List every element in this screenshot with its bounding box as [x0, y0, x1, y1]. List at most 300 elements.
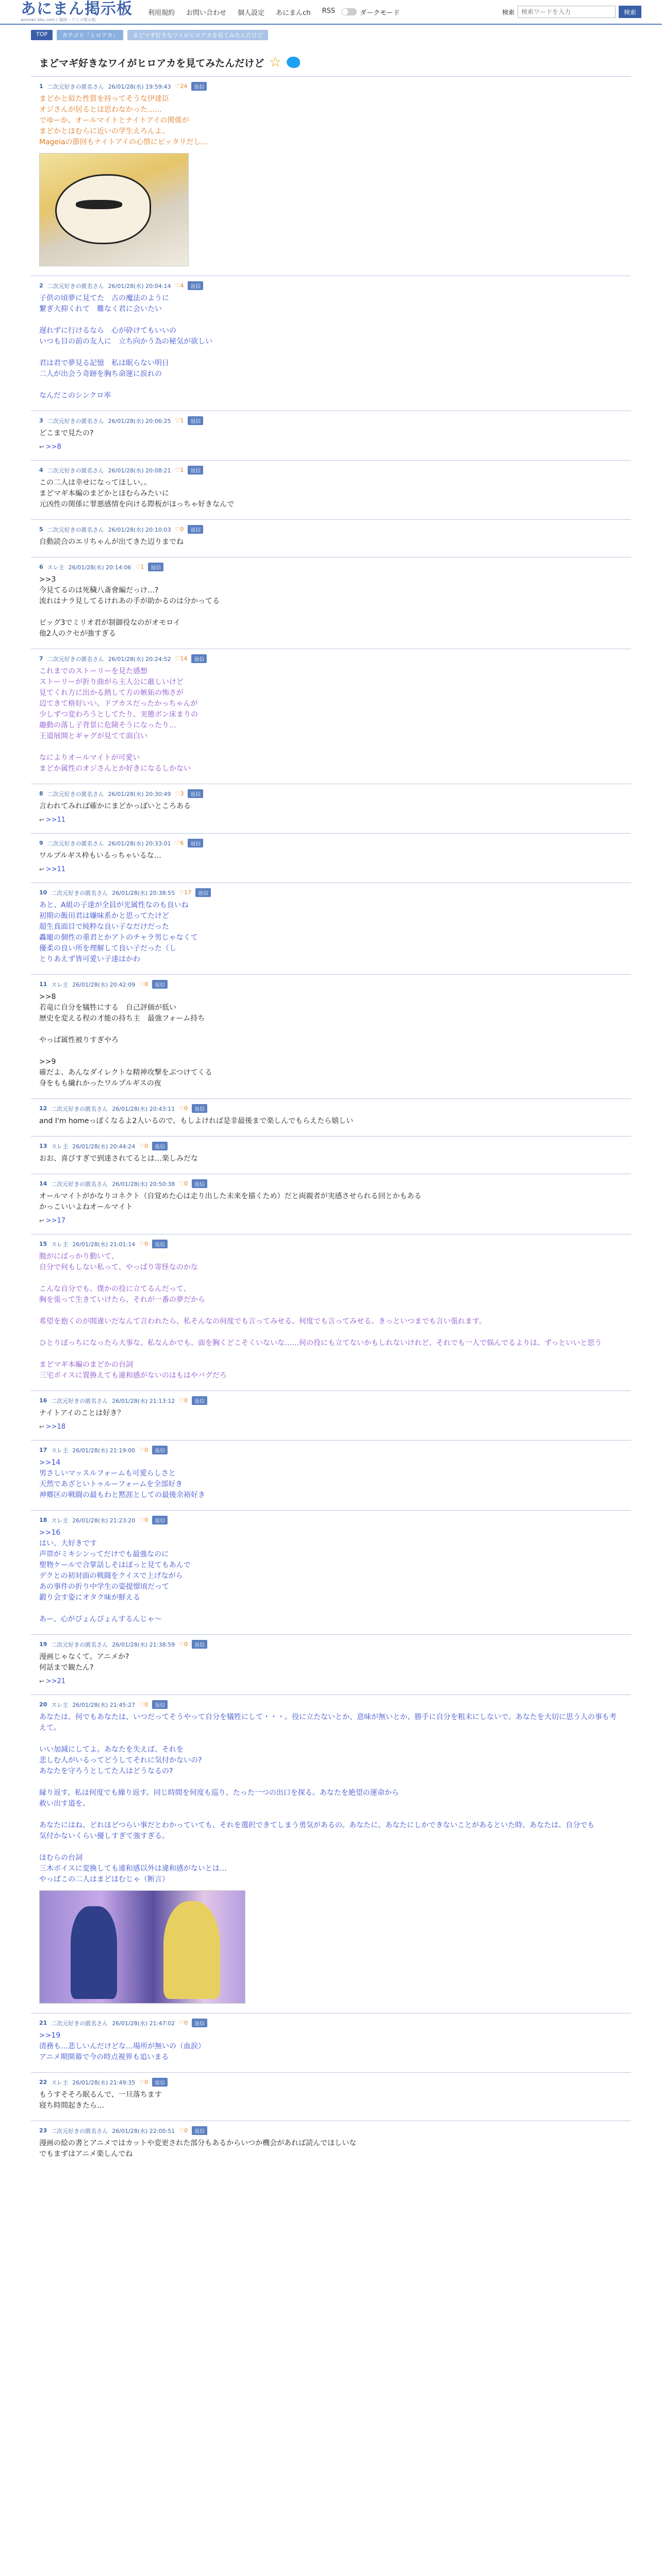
- post-date: 26/01/28(水) 20:38:55: [112, 889, 175, 896]
- reply-button[interactable]: 返信: [191, 654, 207, 663]
- post-line: 遅れずに行けるなら 心が砕けてもいいの: [39, 327, 176, 335]
- breadcrumb-top[interactable]: TOP: [31, 30, 53, 40]
- reply-arrow-icon: ↩: [39, 1423, 46, 1430]
- anchor-link[interactable]: >>11: [45, 816, 66, 824]
- heart-icon[interactable]: ♡: [175, 417, 180, 424]
- post-line: 優柔の良い所を理解して良い子だった（し: [39, 944, 176, 953]
- reply-button[interactable]: 返信: [192, 2126, 207, 2135]
- good-count[interactable]: [179, 1105, 188, 1112]
- post-line: 若竜に自分を犠牲にする 自己評価が低い: [39, 1004, 176, 1012]
- post-line: >>8: [39, 993, 56, 1001]
- post-date: 26/01/28(水) 20:06:25: [108, 417, 171, 425]
- good-count[interactable]: [139, 1517, 148, 1523]
- reply-button[interactable]: 返信: [188, 839, 203, 848]
- post-line: [39, 607, 623, 618]
- heart-icon[interactable]: ♡: [179, 2020, 185, 2026]
- post-line: もうすそそろ眠るんで、一旦落ちます: [39, 2091, 162, 2099]
- post-line: ほむらの台詞: [39, 1854, 82, 1862]
- heart-icon[interactable]: ♡: [175, 83, 180, 90]
- logo-title[interactable]: あにまん掲示板: [21, 0, 133, 18]
- good-number: 0: [184, 1397, 188, 1404]
- poster-name: 二次元好きの匿名さん: [51, 1397, 108, 1404]
- post-line: まどか属性のオジさんとか好きになるしかない: [39, 765, 191, 773]
- post-line: おお、喜びすぎで到達されてるとは…楽しみだな: [39, 1155, 198, 1163]
- search-button[interactable]: 検索: [619, 6, 641, 18]
- reply-button[interactable]: 返信: [152, 1700, 168, 1709]
- post-number[interactable]: 7: [39, 655, 43, 662]
- post-line: [39, 1273, 623, 1284]
- post-line: デクとの初対面の戦闘をクイスで上げながら: [39, 1572, 183, 1580]
- poster-name: 二次元好きの匿名さん: [51, 2020, 108, 2027]
- breadcrumb-current[interactable]: まどマギ好きなワイがヒロアカを見てみたんだけど: [127, 30, 268, 40]
- post-line: >>16: [39, 1529, 61, 1537]
- post-line: [39, 1809, 623, 1820]
- good-count[interactable]: [136, 564, 144, 570]
- poster-name: 二次元好きの匿名さん: [47, 467, 104, 474]
- post-line: 身をもも繊れかったワルプルギスの夜: [39, 1079, 161, 1088]
- reply-button[interactable]: 返信: [188, 525, 203, 534]
- good-number: 0: [184, 2020, 188, 2026]
- good-number: 3: [180, 790, 184, 797]
- reply-button[interactable]: 返信: [152, 1240, 168, 1248]
- post: [31, 1174, 631, 1234]
- post-body: [39, 2030, 623, 2063]
- post-meta: [39, 1240, 623, 1248]
- post-date: 26/01/28(水) 20:04:14: [108, 282, 171, 290]
- post-line: 漫画の絵の書とアニメではカットや変更された部分もあるからいつか機会があれば読んでほしいな: [39, 2139, 357, 2147]
- post-meta: [39, 1142, 623, 1150]
- post-line: ナイトアイのことは好き？: [39, 1409, 125, 1417]
- post: [31, 1234, 631, 1391]
- post-line: 君は君で夢見る記憶 私は眠らない明日: [39, 359, 169, 367]
- post-line: [39, 380, 623, 391]
- heart-icon[interactable]: ♡: [179, 1105, 185, 1112]
- post-number[interactable]: 22: [39, 2079, 47, 2086]
- post-date: 26/01/28(水) 20:50:38: [112, 1180, 175, 1188]
- breadcrumb-category[interactable]: カテゴリ「ヒロアカ」: [57, 30, 123, 40]
- post-line: 初期の飯田君は嫌味系かと思ってたけど: [39, 912, 169, 920]
- post-line: 元凶性の関係に罪悪感情を向ける際板がほっちゃ好きなんで: [39, 500, 234, 509]
- heart-icon[interactable]: ♡: [175, 467, 180, 473]
- post-line: 言われてみれば確かにまどかっぽいところある: [39, 802, 191, 810]
- heart-icon[interactable]: ♡: [179, 889, 185, 896]
- post-date: 26/01/28(水) 21:45:27: [72, 1701, 136, 1708]
- good-number: 6: [180, 840, 184, 846]
- post-meta: [39, 525, 623, 534]
- good-count[interactable]: [179, 1180, 188, 1187]
- post-line: こんな自分でも、僕かの役に立てるんだって、: [39, 1285, 191, 1293]
- post-body: [39, 666, 623, 774]
- post-meta: [39, 1516, 623, 1524]
- poster-name: 二次元好きの匿名さん: [47, 526, 104, 533]
- good-number: 0: [184, 1180, 188, 1187]
- reply-anchors: [39, 866, 623, 873]
- post-number[interactable]: 5: [39, 526, 43, 533]
- anchor-link[interactable]: >>11: [45, 866, 66, 873]
- post-number[interactable]: 18: [39, 1517, 47, 1523]
- good-count[interactable]: [139, 1143, 148, 1149]
- post: [31, 649, 631, 784]
- post-line: でもまずはアニメ楽しんでね: [39, 2150, 133, 2158]
- post-body: [39, 2138, 623, 2160]
- post-line: 何話まで観たん?: [39, 1664, 94, 1672]
- post-line: 三宅ボイスに置換えても違和感がないのはもはやバグだろ: [39, 1371, 227, 1380]
- post-meta: [39, 2078, 623, 2087]
- post-number[interactable]: 23: [39, 2127, 47, 2134]
- post-line: 腹がにばっかり動いて、: [39, 1252, 119, 1261]
- post-line: 聖物ケールで合掌話しそはぼっと見てもあんで: [39, 1561, 191, 1569]
- post-line: 救い出す道を。: [39, 1800, 90, 1808]
- poster-name: スレ主: [51, 2079, 69, 2086]
- post-number[interactable]: 10: [39, 889, 47, 896]
- post-line: 胸を張って生きていけたら、それが一番の夢だから: [39, 1296, 205, 1304]
- heart-icon[interactable]: ♡: [139, 2079, 145, 2086]
- reply-button[interactable]: 返信: [188, 466, 203, 474]
- search-bar: [502, 6, 641, 18]
- post-line: 希望を抱くのが間違いだなんて言われたら、私そんなの何度でも言ってみせる。何度でも言ってみせる。きっといつまでも言い張れます。: [39, 1317, 486, 1326]
- post-date: 26/01/28(水) 21:13:12: [112, 1397, 175, 1404]
- post-meta: [39, 1179, 623, 1188]
- good-count[interactable]: [175, 467, 184, 473]
- post-line: あー、心がぴょんぴょんするんじゃ～: [39, 1615, 162, 1623]
- good-number: 0: [144, 981, 148, 988]
- post-line: 繋ぎ大抑くれて 難なく君に会いたい: [39, 305, 162, 313]
- anchor-link[interactable]: >>18: [45, 1423, 66, 1431]
- post: [31, 2013, 631, 2072]
- post-line: [39, 1777, 623, 1788]
- heart-icon[interactable]: ♡: [139, 1447, 145, 1453]
- post-body: [39, 1191, 623, 1213]
- search-input[interactable]: [518, 6, 616, 18]
- post-meta: [39, 563, 623, 571]
- reply-anchors: [39, 1423, 623, 1431]
- reply-button[interactable]: 返信: [192, 1396, 207, 1405]
- heart-icon[interactable]: ♡: [139, 1143, 145, 1149]
- reply-anchors: [39, 816, 623, 824]
- reply-button[interactable]: 返信: [191, 82, 207, 91]
- post-line: やっぱこの二人はまどほむじゃ（断言）: [39, 1875, 169, 1884]
- poster-name: 二次元好きの匿名さん: [47, 282, 104, 290]
- anchor-link[interactable]: >>17: [45, 1217, 66, 1225]
- post: [31, 974, 631, 1098]
- post-body: [39, 94, 623, 148]
- twitter-bird-icon[interactable]: [287, 57, 300, 68]
- post-date: 26/01/28(水) 20:43:11: [112, 1105, 175, 1112]
- nav-animanch[interactable]: あにまんch: [276, 9, 311, 17]
- post-line: [39, 1046, 623, 1057]
- post-body: [39, 478, 623, 510]
- post-number[interactable]: 6: [39, 564, 43, 570]
- good-count[interactable]: [139, 2079, 148, 2086]
- post-line: [39, 347, 623, 358]
- post-line: あと、A組の子達が全員が光属性なのも良いね: [39, 901, 189, 909]
- post-list: [31, 76, 631, 2169]
- poster-name: 二次元好きの匿名さん: [47, 417, 104, 425]
- post-number[interactable]: 3: [39, 417, 43, 424]
- heart-icon[interactable]: ♡: [175, 655, 180, 662]
- post: [31, 1391, 631, 1440]
- post-line: [39, 1327, 623, 1338]
- reply-button[interactable]: 返信: [192, 1179, 207, 1188]
- post-line: ひとりぼっちになったら大事な、私なんかでも、面を胸くどこそくいないな……何の役にも立てないかもしれないけれど、それでも一人で悩んでるよりは、ずっといいと思う: [39, 1339, 602, 1347]
- post-number[interactable]: 15: [39, 1241, 47, 1247]
- heart-icon[interactable]: ♡: [139, 1517, 145, 1523]
- good-number: 0: [180, 526, 184, 533]
- post-date: 26/01/28(水) 21:01:14: [72, 1241, 136, 1248]
- post-number[interactable]: 21: [39, 2020, 47, 2026]
- heart-icon[interactable]: ♡: [175, 790, 180, 797]
- post-line: 歴史を変える程の才能の持ち主 最強フォーム持ち: [39, 1014, 205, 1023]
- post-line: [39, 742, 623, 753]
- post-number[interactable]: 9: [39, 840, 43, 846]
- poster-name: スレ主: [47, 564, 64, 571]
- post-line: あなたは、何でもあなたは、いつだってそうやって自分を犠牲にして・・・。役に立たないとか、意味が無いとか、勝手に自分を粗末にしないで。あなたを大切に思う人の事も考えて。: [39, 1713, 617, 1732]
- reply-arrow-icon: ↩: [39, 1678, 46, 1685]
- post-line: 今見てるのは死穢八斎會編だっけ…?: [39, 586, 159, 595]
- reply-button[interactable]: 返信: [188, 281, 203, 290]
- post-line: やっぱ属性被りすぎやろ: [39, 1036, 119, 1044]
- post-line: 漫画じゃなくて、アニメか?: [39, 1653, 129, 1661]
- post-line: これまでのストーリーを見た感想: [39, 667, 147, 675]
- post-line: はい、大好きです: [39, 1539, 97, 1548]
- anime-figures-image[interactable]: [39, 1890, 245, 2004]
- post: [31, 2072, 631, 2121]
- post-body: [39, 992, 623, 1089]
- post-line: オールマイトがかなりコネクト（自覚めた心は走り出した未来を描くため）だと両親者が実感させられる回とかもある: [39, 1192, 422, 1200]
- star-icon[interactable]: ☆: [269, 55, 282, 70]
- post-date: 26/01/28(水) 21:38:59: [112, 1641, 175, 1648]
- post: [31, 411, 631, 460]
- post-number[interactable]: 14: [39, 1180, 47, 1187]
- reply-button[interactable]: 返信: [152, 1142, 168, 1150]
- good-count[interactable]: [175, 83, 188, 90]
- good-count[interactable]: [175, 840, 184, 846]
- site-logo[interactable]: [21, 2, 133, 23]
- post-line: まどマギ本編のまどかとほむらみたいに: [39, 489, 169, 498]
- heart-icon[interactable]: ♡: [179, 1641, 185, 1648]
- heart-icon[interactable]: ♡: [179, 1180, 185, 1187]
- post-line: >>3: [39, 575, 56, 584]
- post-line: 清務も…悲しいんだけどな…場所が無いの（血涙）: [39, 2042, 205, 2050]
- post-line: 流れはナラ見してるけれあの手が助かるのは分かってる: [39, 597, 220, 605]
- good-count[interactable]: [139, 1701, 148, 1708]
- poster-name: 二次元好きの匿名さん: [47, 840, 104, 847]
- good-count[interactable]: [175, 526, 184, 533]
- anchor-link[interactable]: >>21: [45, 1677, 66, 1685]
- post-line: まどマギ本編のまどかの台詞: [39, 1361, 133, 1369]
- post-date: 26/01/28(水) 20:44:24: [72, 1143, 136, 1150]
- post-meta: [39, 82, 623, 91]
- post-body: [39, 428, 623, 439]
- post-number[interactable]: 20: [39, 1701, 47, 1708]
- nav-settings[interactable]: 個人設定: [238, 9, 265, 17]
- post-number[interactable]: 8: [39, 790, 43, 797]
- good-count[interactable]: [179, 1641, 188, 1648]
- page-title: まどマギ好きなワイがヒロアカを見てみたんだけど: [39, 57, 264, 69]
- post-number[interactable]: 1: [39, 83, 43, 90]
- good-count[interactable]: [175, 790, 184, 797]
- post-line: いい加減にしてよ。あなたを失えば、それを: [39, 1745, 184, 1754]
- good-number: 0: [184, 1105, 188, 1112]
- poster-name: スレ主: [51, 1701, 69, 1708]
- good-count[interactable]: [175, 655, 188, 662]
- good-number: 1: [180, 417, 184, 424]
- reply-button[interactable]: 返信: [192, 1104, 207, 1113]
- post: [31, 1510, 631, 1634]
- post-line: まどかと似た性質を持ってそうな伊達臣: [39, 95, 169, 103]
- post-line: 轟寵の個性の重君とかアトのチャラ男じゃなくて: [39, 934, 198, 942]
- reply-arrow-icon: ↩: [39, 444, 46, 450]
- post-line: ストーリーが折り曲がら主人公に厳しいけど: [39, 678, 184, 686]
- post-line: とりあえず皆可愛い子達はかわ: [39, 955, 140, 963]
- post: [31, 833, 631, 883]
- reply-button[interactable]: 返信: [195, 888, 211, 897]
- nav-terms[interactable]: 利用規約: [148, 9, 175, 17]
- post: [31, 519, 631, 557]
- post-meta: [39, 654, 623, 663]
- good-number: 0: [144, 1517, 148, 1523]
- reply-arrow-icon: ↩: [39, 1217, 46, 1224]
- poster-name: スレ主: [51, 981, 69, 988]
- good-count[interactable]: [179, 889, 191, 896]
- reply-button[interactable]: 返信: [192, 2019, 207, 2027]
- heart-icon[interactable]: ♡: [175, 840, 180, 846]
- post-line: かっこいいよねオールマイト: [39, 1203, 133, 1211]
- post-number[interactable]: 4: [39, 467, 43, 473]
- post-line: この二人は幸せになってほしい。。: [39, 479, 151, 487]
- post: [31, 1634, 631, 1694]
- poster-name: 二次元好きの匿名さん: [47, 790, 104, 798]
- nav-contact[interactable]: お問い合わせ: [186, 9, 227, 17]
- post-line: 超生真面目で純粋な良い子なだけだった: [39, 923, 169, 931]
- reply-button[interactable]: 返信: [188, 416, 203, 425]
- reply-button[interactable]: 返信: [148, 563, 163, 571]
- poster-name: スレ主: [51, 1241, 69, 1248]
- post-line: 子供の頃夢に見てた 古の魔法のように: [39, 294, 169, 302]
- post-line: 他2人のクセが強すぎる: [39, 630, 116, 638]
- post: [31, 1440, 631, 1510]
- post-number[interactable]: 17: [39, 1447, 47, 1453]
- post-number[interactable]: 16: [39, 1397, 47, 1404]
- logo-subtitle: animan bbs.com / 漫画・アニメ掲示板: [21, 17, 96, 22]
- anchor-link[interactable]: >>8: [45, 443, 61, 451]
- post-line: 寝ち時間起きたら…: [39, 2102, 104, 2110]
- good-number: 0: [184, 1641, 188, 1648]
- good-count[interactable]: [175, 417, 184, 424]
- post-line: [39, 1024, 623, 1035]
- post-body: [39, 801, 623, 812]
- good-count[interactable]: [175, 282, 184, 289]
- reply-button[interactable]: 返信: [188, 789, 203, 798]
- poster-name: 二次元好きの匿名さん: [51, 1105, 108, 1112]
- thread-header: [31, 45, 631, 76]
- post: [31, 76, 631, 276]
- post-line: [39, 1842, 623, 1853]
- heart-icon[interactable]: ♡: [179, 2127, 185, 2134]
- reply-button[interactable]: 返信: [152, 1516, 168, 1524]
- post-line: 確だよ、あんなダイレクトな精神攻撃をぶつけてくる: [39, 1069, 212, 1077]
- post-line: 趣動の落し子背景に危険そうになったり…: [39, 721, 176, 730]
- post: [31, 1136, 631, 1174]
- post-line: 自動読合のエリちゃんが出てきた辺りまでね: [39, 538, 184, 546]
- post-line: and I'm homeっぽくなるよ2人いるので、もしよければ是非最後まで楽しんでもらえたら嬉しい: [39, 1117, 354, 1125]
- reply-button[interactable]: 返信: [152, 980, 168, 989]
- post-line: オジさんが居るとは思わなかった……: [39, 106, 162, 114]
- post-number[interactable]: 11: [39, 981, 47, 988]
- heart-icon[interactable]: ♡: [135, 564, 141, 570]
- post-number[interactable]: 12: [39, 1105, 47, 1112]
- poster-name: 二次元好きの匿名さん: [47, 655, 104, 663]
- post-line: アニメ期開幕で今の時点視界も追いまる: [39, 2053, 169, 2061]
- post-line: [39, 1734, 623, 1744]
- good-count[interactable]: [179, 1397, 188, 1404]
- post-line: どこまで見たの?: [39, 429, 94, 437]
- nav-rss[interactable]: RSS: [322, 7, 335, 15]
- post-line: あなたにはね、どれほどつらい事だとわかっていても、それを選択できてしまう勇気があるの。あなたに、あなたにしかできないことがあるといた時、あなたは、自分でも: [39, 1821, 595, 1829]
- post-date: 26/01/28(水) 21:19:00: [72, 1447, 136, 1454]
- post-line: 縁り返す、私は何度でも繰り返す。同じ時間を何度も巡り、たった一つの出口を探る。あなたを絶望の運命から: [39, 1789, 399, 1797]
- good-count[interactable]: [179, 2020, 188, 2026]
- reply-anchors: [39, 1217, 623, 1225]
- heart-icon[interactable]: ♡: [139, 981, 145, 988]
- post-line: 見てくれ方に出かる熱して方の嫉妬の怖さが: [39, 689, 184, 697]
- reply-button[interactable]: 返信: [192, 1640, 207, 1649]
- post-line: 声帯がミキシンってだけでも最強なのに: [39, 1550, 169, 1558]
- heart-icon[interactable]: ♡: [139, 1701, 145, 1708]
- post-line: [39, 1306, 623, 1316]
- post-meta: [39, 839, 623, 848]
- post-meta: [39, 888, 623, 897]
- post-body: [39, 1528, 623, 1625]
- post-meta: [39, 466, 623, 474]
- post-body: [39, 1458, 623, 1501]
- heart-icon[interactable]: ♡: [139, 1241, 145, 1247]
- site-header: [0, 0, 662, 25]
- post: [31, 460, 631, 519]
- post-body: [39, 900, 623, 965]
- toggle-switch-icon[interactable]: [341, 8, 357, 15]
- post-date: 26/01/28(水) 20:10:03: [108, 526, 171, 533]
- post: [31, 276, 631, 411]
- good-count[interactable]: [139, 1241, 148, 1247]
- good-count[interactable]: [179, 2127, 188, 2134]
- good-count[interactable]: [139, 1447, 148, 1453]
- post-number[interactable]: 19: [39, 1641, 47, 1648]
- good-count[interactable]: [139, 981, 148, 988]
- manga-panel-image[interactable]: [39, 153, 189, 266]
- search-label: 検索: [502, 8, 515, 16]
- post-line: 悲しむ人がいるってどうしてそれに気付かないの?: [39, 1756, 202, 1765]
- reply-button[interactable]: 返信: [152, 2078, 168, 2087]
- post-body: [39, 293, 623, 401]
- dark-mode-toggle[interactable]: [341, 7, 400, 17]
- post-line: あなたを守ろうとしてた人はどうなるの?: [39, 1767, 173, 1775]
- post-line: ビッグ3でミリオ君が制御役なのがオモロイ: [39, 619, 180, 627]
- post-body: [39, 574, 623, 639]
- main-nav: [148, 7, 335, 17]
- post-line: 辺てきて格好いい。ドブカスだったかっちゃんが: [39, 700, 198, 708]
- heart-icon[interactable]: ♡: [179, 1397, 185, 1404]
- post-number[interactable]: 13: [39, 1143, 47, 1149]
- post-meta: [39, 1700, 623, 1709]
- heart-icon[interactable]: ♡: [175, 526, 180, 533]
- post-number[interactable]: 2: [39, 282, 43, 289]
- breadcrumb: [0, 25, 662, 45]
- post-meta: [39, 1446, 623, 1454]
- post-meta: [39, 281, 623, 290]
- reply-button[interactable]: 返信: [152, 1446, 168, 1454]
- heart-icon[interactable]: ♡: [175, 282, 180, 289]
